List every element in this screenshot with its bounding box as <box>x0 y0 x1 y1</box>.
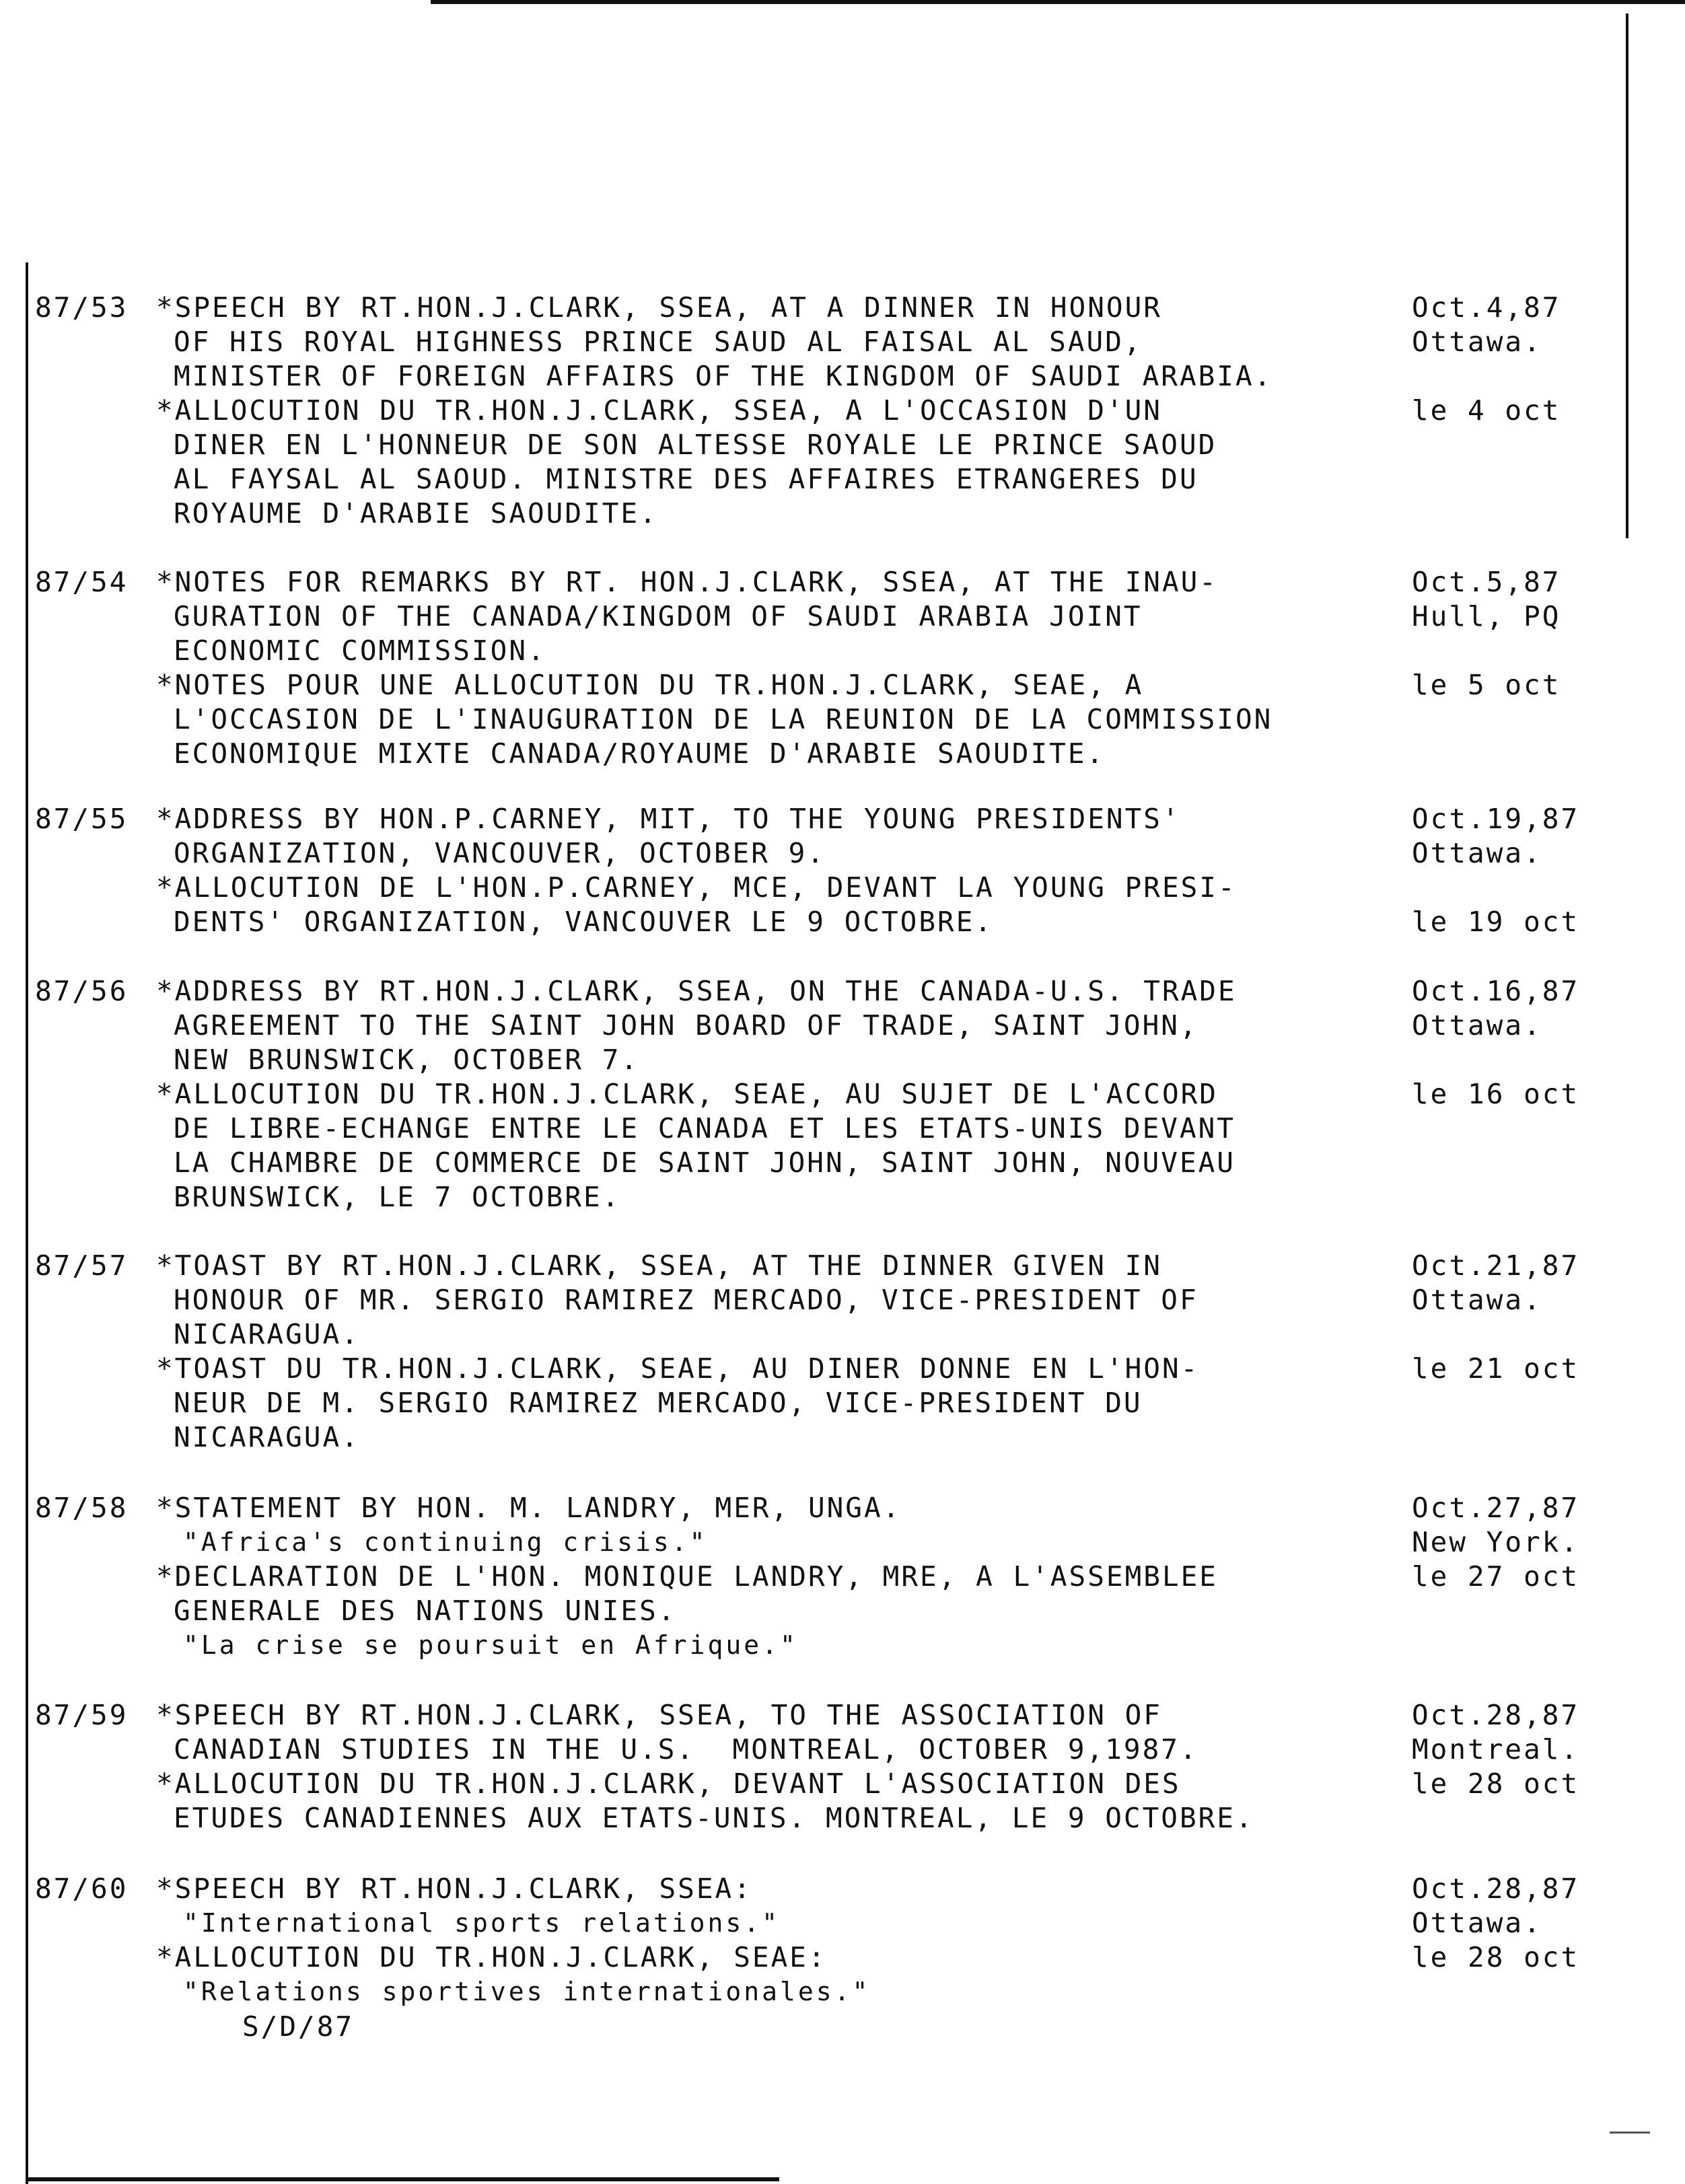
english-title-line: HONOUR OF MR. SERGIO RAMIREZ MERCADO, VICE-PRESIDENT OF <box>174 1284 1198 1316</box>
place: Montreal. <box>1412 1733 1580 1766</box>
french-date: le 5 oct <box>1412 669 1561 701</box>
french-date: le 4 oct <box>1412 394 1561 427</box>
french-date: le 21 oct <box>1412 1352 1580 1385</box>
scan-mark <box>1610 2132 1650 2134</box>
english-title-line: *TOAST BY RT.HON.J.CLARK, SSEA, AT THE DINNER GIVEN IN <box>156 1249 1162 1282</box>
document-code: S/D/87 <box>242 2010 355 2043</box>
french-title-line: *ALLOCUTION DU TR.HON.J.CLARK, SSEA, A L'OCCASION D'UN <box>156 394 1162 427</box>
english-title-line: CANADIAN STUDIES IN THE U.S. MONTREAL, OCTOBER 9,1987. <box>174 1733 1198 1766</box>
french-title-line: ROYAUME D'ARABIE SAOUDITE. <box>174 497 658 530</box>
french-title-line: DINER EN L'HONNEUR DE SON ALTESSE ROYALE LE PRINCE SAOUD <box>174 429 1217 461</box>
english-date: Oct.28,87 <box>1412 1699 1580 1731</box>
place: Ottawa. <box>1412 1284 1542 1316</box>
english-title-line: GURATION OF THE CANADA/KINGDOM OF SAUDI ARABIA JOINT <box>174 600 1143 632</box>
statement-number: 87/59 <box>35 1699 129 1731</box>
french-title-line: *TOAST DU TR.HON.J.CLARK, SEAE, AU DINER DONNE EN L'HON- <box>156 1352 1200 1385</box>
french-title-line: BRUNSWICK, LE 7 OCTOBRE. <box>174 1181 621 1213</box>
english-title-line: ORGANIZATION, VANCOUVER, OCTOBER 9. <box>174 837 826 869</box>
english-date: Oct.5,87 <box>1412 566 1561 598</box>
place: Ottawa. <box>1412 1009 1542 1042</box>
english-title-line: *NOTES FOR REMARKS BY RT. HON.J.CLARK, SSEA, AT THE INAU- <box>156 566 1218 598</box>
french-date: le 16 oct <box>1412 1078 1580 1110</box>
english-title-line: *SPEECH BY RT.HON.J.CLARK, SSEA, AT A DINNER IN HONOUR <box>156 291 1162 324</box>
french-date: le 19 oct <box>1412 906 1580 938</box>
place: Ottawa. <box>1412 837 1542 869</box>
place: New York. <box>1412 1526 1580 1558</box>
statement-number: 87/58 <box>35 1492 129 1524</box>
french-title-line: *ALLOCUTION DU TR.HON.J.CLARK, SEAE: <box>156 1941 827 1973</box>
french-title-line: DENTS' ORGANIZATION, VANCOUVER LE 9 OCTOBRE. <box>174 906 994 938</box>
french-title-line: *ALLOCUTION DE L'HON.P.CARNEY, MCE, DEVANT LA YOUNG PRESI- <box>156 871 1237 904</box>
french-title-line: *ALLOCUTION DU TR.HON.J.CLARK, DEVANT L'ASSOCIATION DES <box>156 1768 1181 1800</box>
french-title-line: GENERALE DES NATIONS UNIES. <box>174 1595 677 1627</box>
english-date: Oct.27,87 <box>1412 1492 1580 1524</box>
english-title-line: OF HIS ROYAL HIGHNESS PRINCE SAUD AL FAISAL AL SAUD, <box>174 326 1143 358</box>
french-quote: "La crise se poursuit en Afrique." <box>183 1630 798 1660</box>
french-title-line: *DECLARATION DE L'HON. MONIQUE LANDRY, MRE, A L'ASSEMBLEE <box>156 1560 1218 1593</box>
french-title-line: NICARAGUA. <box>174 1421 360 1453</box>
scan-border-right <box>1626 13 1628 538</box>
statement-number: 87/60 <box>35 1872 129 1905</box>
statement-number: 87/54 <box>35 566 129 598</box>
french-title-line: *NOTES POUR UNE ALLOCUTION DU TR.HON.J.CLARK, SEAE, A <box>156 669 1144 701</box>
french-title-line: ETUDES CANADIENNES AUX ETATS-UNIS. MONTREAL, LE 9 OCTOBRE. <box>174 1802 1254 1834</box>
english-date: Oct.16,87 <box>1412 975 1580 1007</box>
english-title-line: *SPEECH BY RT.HON.J.CLARK, SSEA: <box>156 1872 752 1905</box>
english-title-line: *STATEMENT BY HON. M. LANDRY, MER, UNGA. <box>156 1492 902 1524</box>
statement-number: 87/55 <box>35 803 129 835</box>
place: Ottawa. <box>1412 1907 1542 1939</box>
french-date: le 27 oct <box>1412 1560 1580 1593</box>
english-date: Oct.21,87 <box>1412 1249 1580 1282</box>
statement-number: 87/53 <box>35 291 129 324</box>
french-quote: "Relations sportives internationales." <box>183 1977 871 2006</box>
scan-border-left <box>26 262 28 2184</box>
french-title-line: L'OCCASION DE L'INAUGURATION DE LA REUNION DE LA COMMISSION <box>174 703 1273 735</box>
place: Ottawa. <box>1412 326 1542 358</box>
french-title-line: AL FAYSAL AL SAOUD. MINISTRE DES AFFAIRES ETRANGERES DU <box>174 463 1198 495</box>
english-title-line: *SPEECH BY RT.HON.J.CLARK, SSEA, TO THE ASSOCIATION OF <box>156 1699 1162 1731</box>
english-title-line: *ADDRESS BY RT.HON.J.CLARK, SSEA, ON THE CANADA-U.S. TRADE <box>156 975 1237 1007</box>
statement-number: 87/56 <box>35 975 129 1007</box>
french-title-line: *ALLOCUTION DU TR.HON.J.CLARK, SEAE, AU SUJET DE L'ACCORD <box>156 1078 1218 1110</box>
french-title-line: ECONOMIQUE MIXTE CANADA/ROYAUME D'ARABIE SAOUDITE. <box>174 737 1106 770</box>
french-title-line: DE LIBRE-ECHANGE ENTRE LE CANADA ET LES ETATS-UNIS DEVANT <box>174 1112 1235 1144</box>
french-title-line: NEUR DE M. SERGIO RAMIREZ MERCADO, VICE-PRESIDENT DU <box>174 1387 1143 1419</box>
english-quote: "International sports relations." <box>183 1908 780 1938</box>
place: Hull, PQ <box>1412 600 1561 632</box>
english-title-line: NEW BRUNSWICK, OCTOBER 7. <box>174 1044 640 1076</box>
english-title-line: *ADDRESS BY HON.P.CARNEY, MIT, TO THE YOUNG PRESIDENTS' <box>156 803 1181 835</box>
english-date: Oct.4,87 <box>1412 291 1561 324</box>
english-title-line: AGREEMENT TO THE SAINT JOHN BOARD OF TRADE, SAINT JOHN, <box>174 1009 1198 1042</box>
english-quote: "Africa's continuing crisis." <box>183 1527 708 1557</box>
english-title-line: MINISTER OF FOREIGN AFFAIRS OF THE KINGDOM OF SAUDI ARABIA. <box>174 360 1273 392</box>
english-date: Oct.19,87 <box>1412 803 1580 835</box>
scan-border-top <box>431 0 1685 4</box>
french-date: le 28 oct <box>1412 1941 1580 1973</box>
english-date: Oct.28,87 <box>1412 1872 1580 1905</box>
english-title-line: NICARAGUA. <box>174 1318 360 1350</box>
statement-number: 87/57 <box>35 1249 129 1282</box>
french-date: le 28 oct <box>1412 1768 1580 1800</box>
scan-border-bottom <box>26 2177 779 2181</box>
english-title-line: ECONOMIC COMMISSION. <box>174 634 546 667</box>
french-title-line: LA CHAMBRE DE COMMERCE DE SAINT JOHN, SAINT JOHN, NOUVEAU <box>174 1146 1235 1179</box>
